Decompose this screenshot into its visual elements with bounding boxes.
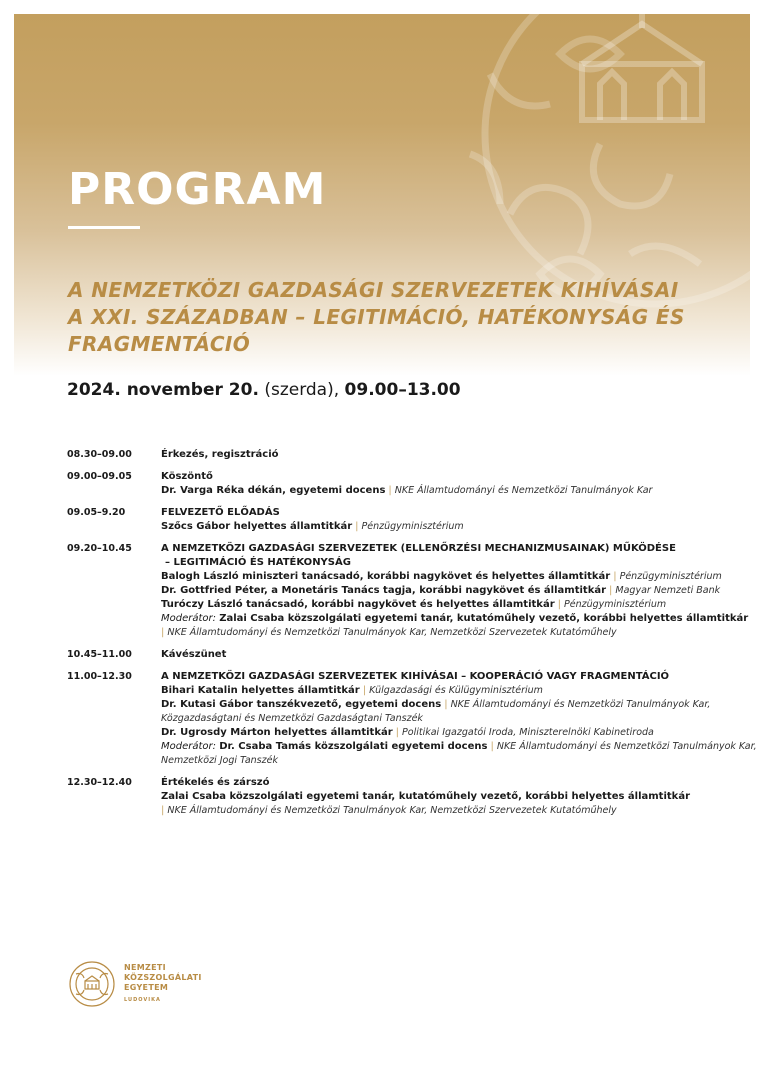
event-subtitle: A NEMZETKÖZI GAZDASÁGI SZERVEZETEK KIHÍVÁSAI A XXI. SZÁZADBAN – LEGITIMÁCIÓ, HATÉKONYSÁG ÉS FRAGMENTÁCIÓ xyxy=(68,278,685,356)
university-seal-icon xyxy=(68,960,116,1008)
session-title: FELVEZETŐ ELŐADÁS xyxy=(161,507,280,518)
page-title: PROGRAM xyxy=(68,164,327,215)
speaker-org: Külgazdasági és Külügyminisztérium xyxy=(369,685,543,696)
speaker-org: NKE Államtudományi és Nemzetközi Tanulmányok Kar xyxy=(394,485,653,496)
logo-line: NEMZETI xyxy=(124,963,166,972)
session-title: A NEMZETKÖZI GAZDASÁGI SZERVEZETEK KIHÍVÁSAI – KOOPERÁCIÓ VAGY FRAGMENTÁCIÓ xyxy=(161,671,670,682)
speaker-line xyxy=(161,790,739,804)
row-time: 10.45–11.00 xyxy=(67,649,132,660)
program-row xyxy=(67,670,757,768)
speaker-org: Közgazdaságtani és Nemzetközi Gazdaságtani Tanszék xyxy=(161,713,423,724)
speaker-name: Dr. Gottfried Péter, a Monetáris Tanács tagja, korábbi nagykövet és államtitkár xyxy=(161,585,607,596)
row-time: 09.00–09.05 xyxy=(67,471,132,482)
moderator-org: Nemzetközi Jogi Tanszék xyxy=(161,755,278,766)
university-logo xyxy=(68,960,202,1008)
speaker-name: Bihari Katalin helyettes államtitkár xyxy=(161,685,360,696)
moderator-line xyxy=(161,612,748,626)
speaker-name: Balogh László miniszteri tanácsadó, korábbi nagykövet és helyettes államtitkár xyxy=(161,571,611,582)
program-row xyxy=(67,470,739,498)
logo-subline: LUDOVIKA xyxy=(124,997,161,1003)
moderator-org: NKE Államtudományi és Nemzetközi Tanulmányok Kar, Nemzetközi Szervezetek Kutatóműhely xyxy=(167,627,617,638)
session-title-cont: – LEGITIMÁCIÓ ÉS HATÉKONYSÁG xyxy=(165,557,351,568)
logo-line: EGYETEM xyxy=(124,983,169,992)
row-time: 11.00–12.30 xyxy=(67,671,132,682)
speaker-org: Politikai Igazgatói Iroda, Miniszterelnöki Kabinetiroda xyxy=(402,727,654,738)
row-time: 09.20–10.45 xyxy=(67,543,132,554)
moderator-org-cont xyxy=(161,754,757,768)
program-row xyxy=(67,448,739,462)
program-row xyxy=(67,542,749,640)
logo-line: KÖZSZOLGÁLATI xyxy=(124,973,202,982)
speaker-line: Dr. Ugrosdy Márton helyettes államtitkár | Politikai Igazgatói Iroda, Miniszterelnöki Kabinetiroda xyxy=(161,727,654,738)
session-title: Kávészünet xyxy=(161,649,227,660)
speaker-org: NKE Államtudományi és Nemzetközi Tanulmányok Kar, xyxy=(450,699,711,710)
moderator-org-line: | NKE Államtudományi és Nemzetközi Tanulmányok Kar, Nemzetközi Szervezetek Kutatóműhely xyxy=(161,627,617,638)
row-time: 09.05–9.20 xyxy=(67,507,126,518)
speaker-org-line: | NKE Államtudományi és Nemzetközi Tanulmányok Kar, Nemzetközi Szervezetek Kutatóműhely xyxy=(161,805,617,816)
program-list xyxy=(67,448,757,826)
moderator-name: Dr. Csaba Tamás közszolgálati egyetemi docens xyxy=(219,741,488,752)
header-banner xyxy=(14,14,750,376)
speaker-line: Dr. Kutasi Gábor tanszékvezető, egyetemi docens | NKE Államtudományi és Nemzetközi Tanulmányok Kar, xyxy=(161,699,711,710)
speaker-org: Pénzügyminisztérium xyxy=(564,599,667,610)
speaker-name: Dr. Varga Réka dékán, egyetemi docens xyxy=(161,485,386,496)
session-title: A NEMZETKÖZI GAZDASÁGI SZERVEZETEK (ELLENŐRZÉSI MECHANIZMUSAINAK) MŰKÖDÉSE xyxy=(161,543,676,554)
moderator-org: NKE Államtudományi és Nemzetközi Tanulmányok Kar, xyxy=(496,741,757,752)
moderator-name: Zalai Csaba közszolgálati egyetemi tanár, kutatóműhely vezető, korábbi helyettes államtitkár xyxy=(219,613,749,624)
time-value: 09.00–13.00 xyxy=(344,380,461,400)
program-row xyxy=(67,648,739,662)
speaker-name: Turóczy László tanácsadó, korábbi nagykövet és helyettes államtitkár xyxy=(161,599,555,610)
session-title: Értékelés és zárszó xyxy=(161,777,270,788)
date-value: 2024. november 20. xyxy=(67,380,259,400)
program-row xyxy=(67,506,739,534)
program-row xyxy=(67,776,739,818)
speaker-line: Bihari Katalin helyettes államtitkár | Külgazdasági és Külügyminisztérium xyxy=(161,685,543,696)
speaker-name: Zalai Csaba közszolgálati egyetemi tanár, kutatóműhely vezető, korábbi helyettes államtitkár xyxy=(161,791,690,802)
speaker-line: Balogh László miniszteri tanácsadó, korábbi nagykövet és helyettes államtitkár | Pénzügyminisztérium xyxy=(161,571,722,582)
speaker-name: Dr. Ugrosdy Márton helyettes államtitkár xyxy=(161,727,393,738)
event-date xyxy=(67,380,461,400)
speaker-org: Pénzügyminisztérium xyxy=(361,521,464,532)
day-value: (szerda), xyxy=(264,380,340,400)
speaker-name: Szőcs Gábor helyettes államtitkár xyxy=(161,521,353,532)
speaker-line: Dr. Gottfried Péter, a Monetáris Tanács tagja, korábbi nagykövet és államtitkár | Magyar Nemzeti Bank xyxy=(161,585,721,596)
logo-text xyxy=(124,963,202,1005)
speaker-line: Turóczy László tanácsadó, korábbi nagykövet és helyettes államtitkár | Pénzügyminisztérium xyxy=(161,599,667,610)
moderator-label: Moderátor: xyxy=(161,741,217,752)
row-time: 08.30–09.00 xyxy=(67,449,132,460)
session-title: Érkezés, regisztráció xyxy=(161,449,279,460)
speaker-line: Szőcs Gábor helyettes államtitkár | Pénzügyminisztérium xyxy=(161,521,464,532)
session-title: Köszöntő xyxy=(161,471,213,482)
speaker-org: NKE Államtudományi és Nemzetközi Tanulmányok Kar, Nemzetközi Szervezetek Kutatóműhely xyxy=(167,805,617,816)
moderator-line: Moderátor: Dr. Csaba Tamás közszolgálati egyetemi docens | NKE Államtudományi és Nemzetközi Tanulmányok Kar, xyxy=(161,741,757,752)
speaker-org: Pénzügyminisztérium xyxy=(619,571,722,582)
moderator-label: Moderátor: xyxy=(161,613,217,624)
speaker-org-cont xyxy=(161,712,757,726)
speaker-line: Dr. Varga Réka dékán, egyetemi docens | NKE Államtudományi és Nemzetközi Tanulmányok Kar xyxy=(161,485,653,496)
title-underline xyxy=(68,226,140,229)
speaker-name: Dr. Kutasi Gábor tanszékvezető, egyetemi docens xyxy=(161,699,442,710)
row-time: 12.30–12.40 xyxy=(67,777,132,788)
speaker-org: Magyar Nemzeti Bank xyxy=(615,585,721,596)
